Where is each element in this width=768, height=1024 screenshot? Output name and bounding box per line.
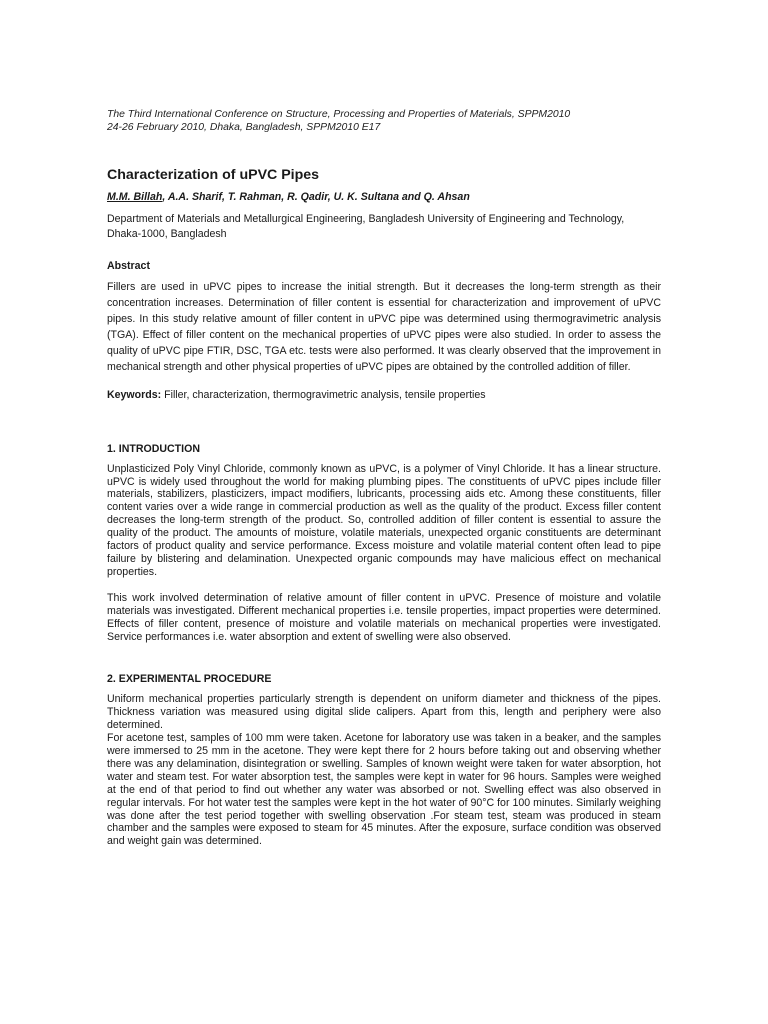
section-heading-introduction: 1. INTRODUCTION bbox=[107, 442, 200, 455]
introduction-paragraph-2: This work involved determination of relative amount of filler content in uPVC. Presence of moisture and volatile materials was investigated. Different mechanical properties i.e. tensile properties, impact properties were determined. Effects of filler content, presence of moisture and volatile materials on mechanical properties were investigated. Service performances i.e. water absorption and extent of swelling were also observed. bbox=[107, 592, 661, 643]
paper-title: Characterization of uPVC Pipes bbox=[107, 167, 320, 183]
conference-line-2: 24-26 February 2010, Dhaka, Bangladesh, SPPM2010 E17 bbox=[107, 122, 381, 133]
affiliation: Department of Materials and Metallurgical Engineering, Bangladesh University of Engineering and Technology, Dhaka-1000, Bangladesh bbox=[107, 213, 625, 240]
experimental-paragraph-1: Uniform mechanical properties particularly strength is dependent on uniform diameter and thickness of the pipes. Thickness variation was measured using digital slide calipers. Apart from this, length and periphery were also determined. bbox=[107, 692, 661, 731]
conference-header bbox=[107, 108, 661, 134]
abstract-text: Fillers are used in uPVC pipes to increase the initial strength. But it decreases the long-term strength as their concentration increases. Determination of filler content is essential for characterization and improvement of uPVC pipes. In this study relative amount of filler content in uPVC pipe was determined using thermogravimetric analysis (TGA). Effect of filler content on the mechanical properties of uPVC pipes were also studied. In order to assess the quality of uPVC pipe FTIR, DSC, TGA etc. tests were also performed. It was clearly observed that the improvement in mechanical strength and other physical properties of uPVC pipes are obtained by the controlled addition of filler. bbox=[107, 281, 661, 374]
author-list bbox=[107, 190, 661, 204]
section-heading-experimental: 2. EXPERIMENTAL PROCEDURE bbox=[107, 672, 272, 685]
paper-page bbox=[107, 108, 661, 848]
keywords-text: Filler, characterization, thermogravimetric analysis, tensile properties bbox=[161, 388, 486, 401]
keywords bbox=[107, 388, 661, 402]
first-author: M.M. Billah bbox=[107, 191, 163, 203]
other-authors: , A.A. Sharif, T. Rahman, R. Qadir, U. K. Sultana and Q. Ahsan bbox=[162, 191, 470, 203]
keywords-label: Keywords: bbox=[107, 388, 162, 401]
experimental-paragraph-2: For acetone test, samples of 100 mm were taken. Acetone for laboratory use was taken in a beaker, and the samples were immersed to 25 mm in the acetone. They were kept there for 2 hours before taking out and observing whether there was any delamination, disintegration or swelling. Samples of known weight were taken for water absorption, hot water and steam test. For water absorption test, the samples were kept in water for 96 hours. Samples were weighed at the end of that period to find out whether any water was absorbed or not. Swelling effect was also observed in regular intervals. For hot water test the samples were kept in the hot water of 90°C for 100 minutes. Similarly weighing was done after the test period together with swelling observation .For steam test, steam was produced in steam chamber and the samples were exposed to steam for 45 minutes. After the exposure, surface condition was observed and weight gain was determined. bbox=[107, 731, 661, 848]
conference-line-1: The Third International Conference on Structure, Processing and Properties of Materials, SPPM2010 bbox=[107, 109, 571, 120]
abstract-heading: Abstract bbox=[107, 260, 150, 272]
introduction-paragraph-1: Unplasticized Poly Vinyl Chloride, commonly known as uPVC, is a polymer of Vinyl Chloride. It has a linear structure. uPVC is widely used throughout the world for making plumbing pipes. The constituents of uPVC pipes include filler materials, stabilizers, plasticizers, impact modifiers, lubricants, processing aids etc. Among these constituents, filler content varies over a wide range in commercial production as well as the quality of the product. Excess filler content decreases the long-term strength of the product. So, controlled addition of filler content is essential to assure the quality of the product. The amounts of moisture, volatile materials, unexpected organic constituents are determinant factors of product quality and service performance. Excess moisture and volatile material content often lead to pipe failure by blistering and delamination. Unexpected organic compounds may have malicious effect on mechanical properties. bbox=[107, 462, 661, 579]
